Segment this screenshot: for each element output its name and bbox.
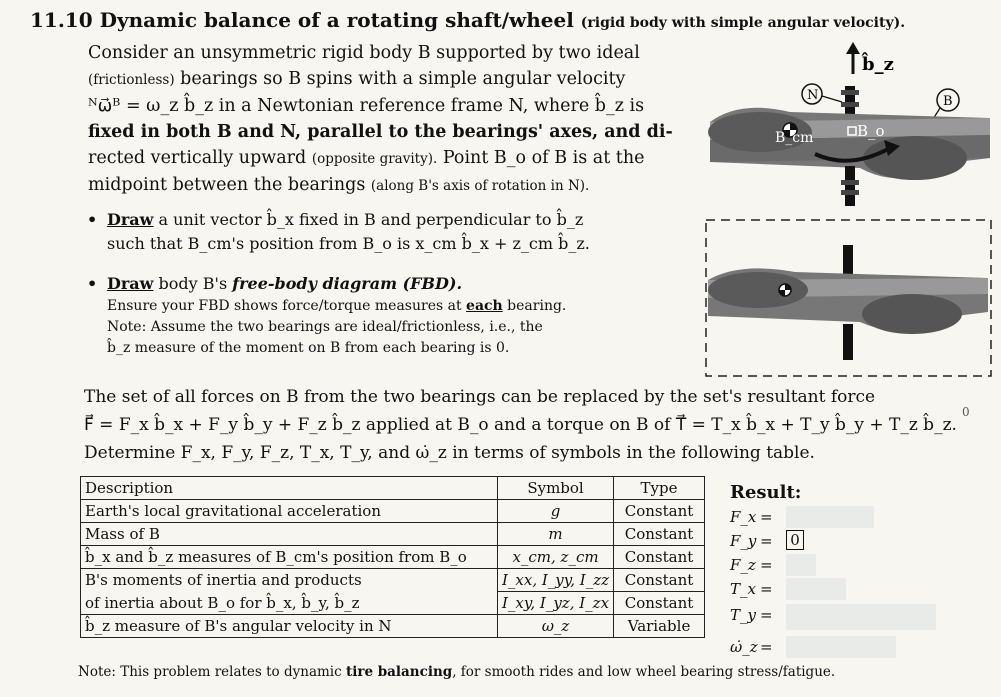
fbd-emphasis: free-body diagram (FBD). <box>232 274 463 293</box>
bullet-draw-fbd <box>87 272 687 359</box>
result-row-fx <box>730 506 890 530</box>
each-keyword: each <box>466 298 503 314</box>
bcm-label: B_cm <box>775 130 814 146</box>
table-cell: Constant <box>614 523 705 546</box>
top-diagram <box>708 42 990 206</box>
fbd-note-line: Note: Assume the two bearings are ideal/frictionless, i.e., the <box>107 319 543 335</box>
table-cell: b̂_z measure of B's angular velocity in N <box>81 615 498 638</box>
result-answer-field[interactable] <box>786 554 816 576</box>
result-label: T_y <box>730 606 756 624</box>
result-answer-field[interactable] <box>786 506 874 528</box>
section-number: 11.10 <box>30 8 93 32</box>
intro-line: fixed in both B and N, parallel to the bearings' axes, and di- <box>88 122 673 142</box>
mid-line: F⃗ = F_x b̂_x + F_y b̂_y + F_z b̂_z applied at B_o and a torque on B of T⃗ = T_x b̂_x + T_y b̂_y + T_z b̂_z. <box>84 415 957 435</box>
bullet-text: body B's <box>153 274 233 293</box>
result-answer-field[interactable]: 0 <box>786 530 804 550</box>
result-answer-field[interactable] <box>786 636 896 658</box>
table-cell: m <box>498 523 614 546</box>
figure-rotating-body <box>700 40 996 378</box>
table-header: Symbol <box>498 477 614 500</box>
mid-line: The set of all forces on B from the two bearings can be replaced by the set's resultant force <box>84 387 876 407</box>
table-cell: b̂_x and b̂_z measures of B_cm's position from B_o <box>81 546 498 569</box>
fbd-note-line <box>107 296 687 317</box>
intro-line: ᴺω⃗ᴮ = ω_z b̂_z in a Newtonian reference frame N, where b̂_z is <box>88 96 645 116</box>
intro-line <box>88 172 688 199</box>
table-row <box>81 500 705 523</box>
bullet-draw-unit-vector <box>87 208 687 256</box>
mid-line: Determine F_x, F_y, F_z, T_x, T_y, and ω̇_z in terms of symbols in the following table. <box>84 443 815 463</box>
table-header: Description <box>81 477 498 500</box>
section-subtitle: (rigid body with simple angular velocity). <box>580 15 906 31</box>
section-heading <box>30 8 905 32</box>
table-row <box>81 546 705 569</box>
table-cell: Constant <box>614 569 705 592</box>
result-eq: = <box>760 508 773 526</box>
result-row-ty <box>730 604 890 628</box>
result-label: F_y <box>730 532 757 550</box>
result-eq: = <box>760 556 773 574</box>
bullet-text: such that B_cm's position from B_o is x_cm b̂_x + z_cm b̂_z. <box>107 234 590 253</box>
result-label: F_x <box>730 508 757 526</box>
bz-arrowhead-icon <box>846 42 860 54</box>
result-row-fz <box>730 554 890 578</box>
resultant-description <box>84 383 984 467</box>
footnote-emphasis: tire balancing <box>345 664 453 680</box>
intro-line <box>88 66 688 93</box>
table-cell: Constant <box>614 592 705 615</box>
shaft-bottom <box>845 166 855 206</box>
result-eq: = <box>760 638 773 656</box>
table-header: Type <box>614 477 705 500</box>
intro-small: (opposite gravity). <box>311 151 438 167</box>
table-cell: Constant <box>614 546 705 569</box>
bo-label: B_o <box>857 122 885 140</box>
footnote <box>78 664 835 680</box>
table-cell: B's moments of inertia and products <box>81 569 498 592</box>
bz-label: b̂_z <box>862 54 894 75</box>
table-cell: Constant <box>614 500 705 523</box>
intro-text: midpoint between the bearings <box>88 175 371 195</box>
bullet-text: a unit vector b̂_x fixed in B and perpendicular to b̂_z <box>153 210 584 229</box>
result-title: Result: <box>730 482 802 503</box>
intro-text: rected vertically upward <box>88 148 312 168</box>
table-cell: I_xy, I_yz, I_zx <box>498 592 614 615</box>
table-cell: Earth's local gravitational acceleration <box>81 500 498 523</box>
intro-small: (frictionless) <box>88 72 175 88</box>
intro-small: (along B's axis of rotation in N). <box>370 178 590 194</box>
table-cell: x_cm, z_cm <box>498 546 614 569</box>
footnote-text: , for smooth rides and low wheel bearing stress/fatigue. <box>452 664 836 680</box>
intro-text: Point B_o of B is at the <box>437 148 645 168</box>
n-label: N <box>807 88 819 103</box>
table-cell: g <box>498 500 614 523</box>
intro-paragraph <box>88 40 688 199</box>
footnote-text: Note: This problem relates to dynamic <box>78 664 346 680</box>
result-eq: = <box>760 606 773 624</box>
result-row-wz-dot <box>730 636 890 660</box>
table-header-row <box>81 477 705 500</box>
fbd-note-line: b̂_z measure of the moment on B from each bearing is 0. <box>107 340 510 356</box>
intro-line <box>88 145 688 172</box>
note-text: Ensure your FBD shows force/torque measures at <box>107 298 467 314</box>
intro-line: Consider an unsymmetric rigid body B supported by two ideal <box>88 43 640 63</box>
table-cell: Variable <box>614 615 705 638</box>
result-answer-field[interactable] <box>786 604 936 630</box>
table-cell: Mass of B <box>81 523 498 546</box>
result-eq: = <box>760 532 773 550</box>
result-label: F_z <box>730 556 756 574</box>
table-row <box>81 523 705 546</box>
table-cell: I_xx, I_yy, I_zz <box>498 569 614 592</box>
table-row <box>81 615 705 638</box>
intro-text: bearings so B spins with a simple angular velocity <box>174 69 626 89</box>
table-cell: of inertia about B_o for b̂_x, b̂_y, b̂_z <box>81 592 498 615</box>
bullet-dot: • <box>87 210 98 229</box>
draw-keyword: Draw <box>107 210 154 229</box>
result-row-fy <box>730 530 890 554</box>
result-label: ω̇_z <box>730 638 758 656</box>
fbd-note <box>107 296 687 359</box>
table-row <box>81 592 705 615</box>
result-answer-field[interactable] <box>786 578 846 600</box>
draw-keyword: Draw <box>107 274 154 293</box>
bottom-diagram <box>708 245 988 360</box>
table-row <box>81 569 705 592</box>
result-row-tx <box>730 578 890 602</box>
b-label: B <box>943 94 953 109</box>
table-cell: ω_z <box>498 615 614 638</box>
section-title: Dynamic balance of a rotating shaft/wheel <box>99 8 574 32</box>
tz-zero-mark: 0 <box>962 405 970 419</box>
bullet-dot: • <box>87 274 98 293</box>
note-text: bearing. <box>502 298 567 314</box>
result-eq: = <box>760 580 773 598</box>
result-label: T_x <box>730 580 756 598</box>
symbol-table <box>80 476 705 638</box>
